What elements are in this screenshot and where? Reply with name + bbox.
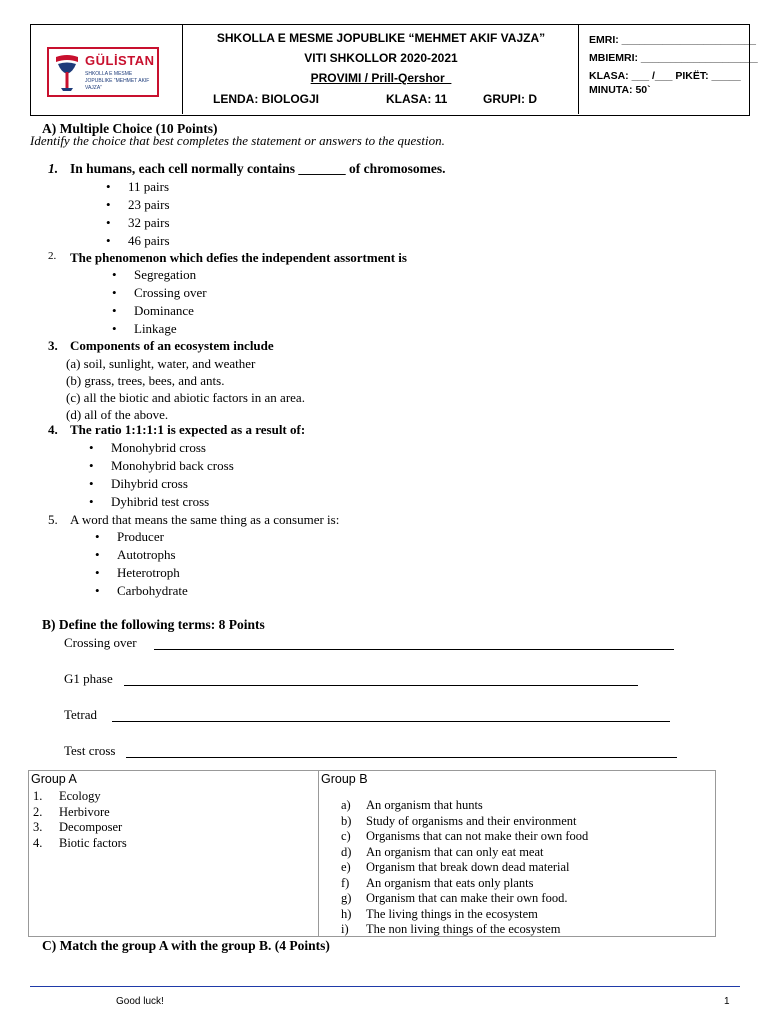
answer-line[interactable] <box>126 757 677 758</box>
subject-label: LENDA: BIOLOGJI <box>213 92 320 106</box>
question-text: Components of an ecosystem include <box>70 338 274 353</box>
footer-text: Good luck! <box>116 996 164 1007</box>
group-b-title: Group B <box>321 772 368 786</box>
list-item: e) Organism that break down dead material <box>341 860 570 874</box>
answer-line[interactable] <box>154 649 674 650</box>
section-a-title: A) Multiple Choice (10 Points) <box>42 121 218 136</box>
logo-brand-text: GÜLİSTAN <box>85 53 155 68</box>
option[interactable]: • Linkage <box>134 320 207 338</box>
student-info-cell <box>579 25 758 114</box>
list-item: b) Study of organisms and their environment <box>341 813 577 828</box>
option[interactable]: (b) grass, trees, bees, and ants. <box>66 373 225 388</box>
section-a-instruction: Identify the choice that best completes the statement or answers to the question. <box>30 133 445 148</box>
answer-line[interactable] <box>112 721 670 722</box>
question-text: The phenomenon which defies the independent assortment is <box>70 250 407 265</box>
exam-info-cell <box>183 25 579 114</box>
logo-cell <box>31 25 183 114</box>
option[interactable]: • Monohybrid cross <box>111 439 234 457</box>
class-points-field[interactable]: KLASA: ___ /___ PIKËT: _____ <box>589 70 741 82</box>
school-name: SHKOLLA E MESME JOPUBLIKE “MEHMET AKIF VAJZA” <box>216 31 546 45</box>
option[interactable]: • Heterotroph <box>117 564 188 582</box>
option[interactable]: • Segregation <box>134 266 207 284</box>
option[interactable]: (a) soil, sunlight, water, and weather <box>66 356 256 371</box>
term-label: Test cross <box>64 743 116 758</box>
group-a-column <box>29 771 319 936</box>
group-a-list <box>33 789 127 851</box>
question-3-options <box>66 355 305 423</box>
question-2-options <box>134 266 207 338</box>
option[interactable]: • 11 pairs <box>128 178 170 196</box>
option[interactable]: • 32 pairs <box>128 214 170 232</box>
answer-line[interactable] <box>124 685 638 686</box>
question-number: 1. <box>48 161 59 176</box>
option[interactable]: • Dyhibrid test cross <box>111 493 234 511</box>
question-number: 2. <box>48 250 57 262</box>
list-item: c) Organisms that can not make their own food <box>341 829 589 843</box>
page-number: 1 <box>724 996 730 1007</box>
list-item: f) An organism that eats only plants <box>341 875 534 890</box>
question-5-options <box>117 528 188 600</box>
school-year: VITI SHKOLLOR 2020-2021 <box>304 51 458 65</box>
question-4-options <box>111 439 234 511</box>
footer-divider <box>30 986 740 987</box>
option[interactable]: • 46 pairs <box>128 232 170 250</box>
matching-table <box>28 770 716 937</box>
group-label: GRUPI: D <box>483 92 537 106</box>
exam-title-text: PROVIMI / Prill-Qershor_ <box>310 71 452 85</box>
option[interactable]: • Autotrophs <box>117 546 188 564</box>
question-text: A word that means the same thing as a consumer is: <box>70 512 340 527</box>
exam-title <box>183 71 579 85</box>
group-a-title: Group A <box>31 772 77 786</box>
question-number: 5. <box>48 512 58 527</box>
option[interactable]: • Producer <box>117 528 188 546</box>
logo-subtitle-text: SHKOLLA E MESME JOPUBLIKE “MEHMET AKIF VAJZA” <box>85 71 150 91</box>
option[interactable]: • Monohybrid back cross <box>111 457 234 475</box>
list-item: 2. Herbivore <box>33 804 110 819</box>
list-item: h) The living things in the ecosystem <box>341 906 538 921</box>
minutes-label: MINUTA: 50` <box>589 84 651 96</box>
term-label: Crossing over <box>64 635 137 650</box>
option[interactable]: (c) all the biotic and abiotic factors in an area. <box>66 390 305 405</box>
section-c-title: C) Match the group A with the group B. (4 Points) <box>42 938 330 953</box>
group-b-column <box>319 771 715 936</box>
list-item: 4. Biotic factors <box>33 835 127 850</box>
list-item: g) Organism that can make their own food. <box>341 891 568 905</box>
question-text: In humans, each cell normally contains _______ of chromosomes. <box>70 161 446 176</box>
section-b-title: B) Define the following terms: 8 Points <box>42 617 265 632</box>
list-item: d) An organism that can only eat meat <box>341 844 544 859</box>
list-item: a) An organism that hunts <box>341 798 483 812</box>
option[interactable]: • 23 pairs <box>128 196 170 214</box>
option[interactable]: • Dominance <box>134 302 207 320</box>
term-label: Tetrad <box>64 707 98 722</box>
question-text: The ratio 1:1:1:1 is expected as a result of: <box>70 422 306 437</box>
option[interactable]: (d) all of the above. <box>66 407 169 422</box>
option[interactable]: • Carbohydrate <box>117 582 188 600</box>
question-1-options <box>128 178 170 250</box>
list-item: i) The non living things of the ecosystem <box>341 922 561 936</box>
list-item: 1. Ecology <box>33 789 101 803</box>
school-emblem-icon <box>53 54 81 92</box>
surname-field[interactable]: MBIEMRI: ____________________ <box>589 52 758 64</box>
group-b-list <box>341 798 588 938</box>
question-number: 4. <box>48 422 58 437</box>
list-item: 3. Decomposer <box>33 820 123 834</box>
option[interactable]: • Dihybrid cross <box>111 475 234 493</box>
question-number: 3. <box>48 338 58 353</box>
term-label: G1 phase <box>64 671 113 686</box>
exam-header <box>30 24 758 116</box>
option[interactable]: • Crossing over <box>134 284 207 302</box>
name-field[interactable]: EMRI: _______________________ <box>589 34 756 46</box>
class-label: KLASA: 11 <box>386 92 448 106</box>
school-logo <box>47 47 159 97</box>
